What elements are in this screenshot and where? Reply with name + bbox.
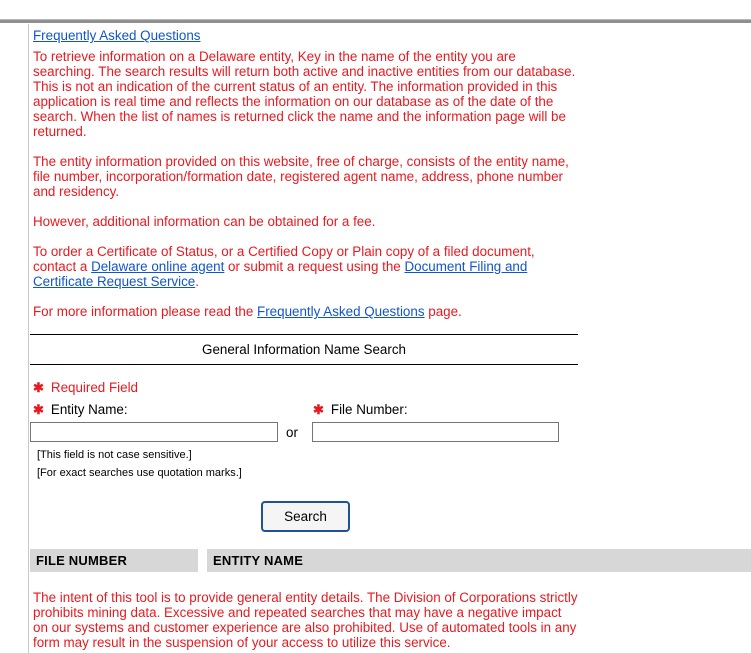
more-info-text-2: page. (424, 304, 462, 319)
entity-name-input[interactable] (30, 422, 278, 442)
more-info-text-1: For more information please read the (33, 304, 258, 319)
section-title: General Information Name Search (30, 334, 578, 365)
file-number-label-group (313, 402, 408, 417)
search-button-row (33, 501, 578, 532)
required-asterisk-icon: ✱ (313, 402, 324, 417)
entity-name-label: Entity Name: (50, 402, 128, 417)
order-text-3: . (195, 274, 199, 289)
order-text-2: or submit a request using the (224, 259, 405, 274)
file-number-input[interactable] (312, 422, 559, 442)
file-number-label: File Number: (330, 402, 408, 417)
required-asterisk-icon: ✱ (33, 402, 44, 417)
fee-paragraph: However, additional information can be obtained for a fee. (33, 214, 376, 229)
results-table-header (30, 549, 751, 572)
or-label: or (286, 424, 298, 440)
more-info-paragraph (33, 304, 578, 319)
order-paragraph (33, 244, 578, 289)
faq-link-inline[interactable]: Frequently Asked Questions (257, 304, 425, 319)
free-info-paragraph: The entity information provided on this website, free of charge, consists of the entity name, file number, incorporation/formation date, registered agent name, address, phone number and residency. (33, 154, 569, 199)
required-field-label: Required Field (50, 380, 138, 395)
faq-link-top[interactable]: Frequently Asked Questions (33, 28, 201, 43)
delaware-online-agent-link[interactable]: Delaware online agent (91, 259, 225, 274)
entity-name-column-header: ENTITY NAME (207, 549, 751, 572)
document-filing-service-link[interactable]: Document Filing and Certificate Request Service (33, 259, 528, 289)
case-sensitivity-note: [This field is not case sensitive.] (37, 449, 192, 461)
usage-policy-notice: The intent of this tool is to provide general entity details. The Division of Corporations strictly prohibits mining data. Excessive and repeated searches that may have a negative impact on our systems and customer experience are also prohibited. Use of automated tools in any form may result in the suspension of your access to utilize this service. (33, 590, 578, 650)
entity-name-label-group (33, 402, 128, 417)
search-button[interactable]: Search (261, 501, 350, 532)
main-content (33, 23, 578, 532)
order-text-1: To order a Certificate of Status, or a Certified Copy or Plain copy of a filed document, contact a (33, 244, 535, 274)
required-field-legend (33, 380, 578, 395)
file-number-column-header: FILE NUMBER (30, 549, 198, 572)
required-asterisk-icon: ✱ (33, 380, 44, 395)
left-vertical-divider (28, 24, 29, 653)
quotation-marks-note: [For exact searches use quotation marks.] (37, 467, 242, 479)
retrieve-info-paragraph: To retrieve information on a Delaware entity, Key in the name of the entity you are searching. The search results will return both active and inactive entities from our database. This is not an indication of the current status of an entity. The information provided in this application is real time and reflects the information on our database as of the date of the search. When the list of names is returned click the name and the information page will be returned. (33, 49, 576, 139)
field-labels-row (33, 402, 578, 417)
search-inputs-row (30, 422, 578, 442)
